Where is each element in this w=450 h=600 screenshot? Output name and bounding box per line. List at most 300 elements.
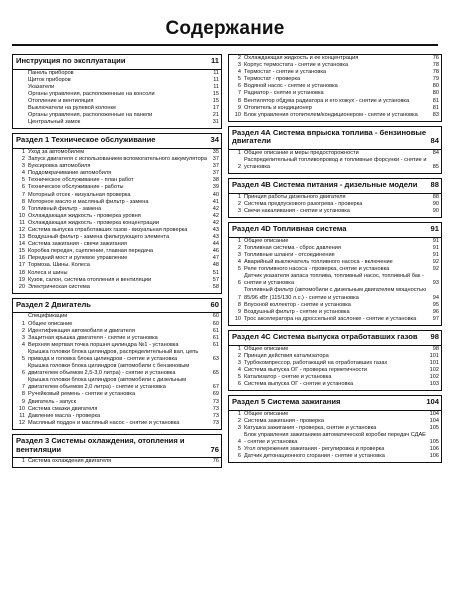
toc-entry — [229, 194, 441, 201]
entry-page: 104 — [429, 417, 439, 424]
entry-text: Крышка головки блока цилиндров (автомобили с дизельным двигателем объемом 2,0 литра) - снятие и установка — [28, 377, 186, 391]
entry-text: Общее описание — [244, 410, 289, 417]
toc-entry — [13, 363, 221, 377]
entry-page: 43 — [212, 234, 219, 241]
entry-page: 61 — [212, 334, 219, 341]
toc-entry — [229, 273, 441, 287]
entry-text: Передний мост и рулевое управление — [28, 255, 128, 262]
entry-text: Органы управления, расположенные на панели — [28, 112, 153, 119]
entry-page: 90 — [432, 208, 439, 215]
section-page: 76 — [210, 444, 219, 454]
entry-text: Впускной коллектор - снятие и установка — [244, 301, 351, 308]
page-title: Содержание — [165, 18, 285, 39]
toc-entry — [229, 346, 441, 353]
section-page: 11 — [210, 56, 219, 65]
entry-number: 6 — [237, 83, 241, 90]
entry-text: Общее описание и меры предосторожности — [244, 150, 359, 157]
entry-text: Система зажигания - проверка — [244, 417, 324, 424]
entry-page: 105 — [429, 424, 439, 431]
toc-entry — [229, 201, 441, 208]
entry-text: Термостат - проверка — [244, 76, 301, 83]
entry-number: 5 — [21, 177, 25, 184]
entry-number: 4 — [21, 341, 25, 348]
toc-section — [228, 395, 442, 463]
entry-text: Идентификация автомобиля и двигателя — [28, 327, 135, 334]
entry-page: 44 — [212, 241, 219, 248]
entry-number: 2 — [237, 244, 241, 251]
entry-number: 7 — [237, 90, 241, 97]
entry-text: Щиток приборов — [28, 76, 71, 83]
entry-number: 3 — [237, 62, 241, 69]
entry-number: 4 — [237, 366, 241, 373]
toc-entry — [13, 77, 221, 84]
entry-number: 11 — [19, 219, 25, 226]
section-page: 91 — [430, 224, 439, 234]
entry-page: 91 — [432, 244, 439, 251]
entry-page: 102 — [429, 373, 439, 380]
entry-page: 76 — [212, 458, 219, 465]
entry-page: 61 — [212, 327, 219, 334]
entry-page: 81 — [432, 97, 439, 104]
toc-section — [228, 178, 442, 218]
toc-entry — [229, 316, 441, 323]
entry-number: 15 — [18, 248, 25, 255]
entry-page: 37 — [212, 170, 219, 177]
entry-text: Аварийный выключатель топливного насоса - включение — [244, 259, 393, 266]
toc-entry — [13, 98, 221, 105]
entry-text: Воздушный фильтр - снятие и установка — [244, 308, 350, 315]
toc-entry — [13, 342, 221, 349]
entry-number: 1 — [237, 237, 241, 244]
entry-number: 8 — [237, 301, 241, 308]
entry-text: Воздушный фильтр - замена фильтрующего элемента — [28, 234, 170, 241]
entry-text: Охлаждающая жидкость - проверка уровня — [28, 212, 141, 219]
entry-text: Ручейковый ремень - снятие и установка — [28, 391, 136, 398]
entry-text: Тормоза. Шины. Колеса — [28, 262, 90, 269]
entry-page: 15 — [212, 90, 219, 97]
entry-text: Кузов, салон, система отопления и вентиляции — [28, 276, 152, 283]
toc-entry — [229, 62, 441, 69]
entry-text: Отопитель и кондиционер — [244, 104, 312, 111]
toc-entry — [13, 328, 221, 335]
entry-number: 3 — [21, 163, 25, 170]
toc-section — [228, 54, 442, 122]
entry-text: Общее описание — [244, 345, 289, 352]
entry-text: Свечи накаливания - снятие и установка — [244, 208, 350, 215]
entry-number: 1 — [21, 458, 25, 465]
toc-entry — [229, 245, 441, 252]
entry-page: 73 — [212, 412, 219, 419]
entry-page: 84 — [432, 150, 439, 157]
entry-number: 6 — [237, 453, 241, 460]
entry-page: 60 — [212, 320, 219, 327]
toc-entry — [229, 157, 441, 171]
section-page: 60 — [210, 299, 219, 309]
toc-entry — [13, 220, 221, 227]
entry-page: 85 — [432, 164, 439, 171]
entry-text: Общее описание — [244, 237, 289, 244]
entry-text: Датчик детонационного сгорания - снятие и установка — [244, 453, 385, 460]
entry-text: Трос акселератора на дроссельной заслонке - снятие и установка — [244, 315, 417, 322]
entry-text: Блок управления зажиганием автоматической коробки передач СДАЕ - снятие и установка — [244, 431, 426, 446]
section-heading — [229, 331, 441, 346]
entry-page: 73 — [212, 405, 219, 412]
entry-page: 65 — [212, 370, 219, 377]
entry-number: 3 — [237, 208, 241, 215]
entry-text: Радиатор - снятие и установка — [244, 90, 324, 97]
entry-page: 105 — [429, 439, 439, 446]
entry-text: Топливная система - сброс давления — [244, 244, 341, 251]
toc-entry — [229, 208, 441, 215]
toc-entry — [13, 227, 221, 234]
entry-number: 1 — [21, 320, 25, 327]
toc-entry — [229, 238, 441, 245]
entry-text: Моторное масло и масляный фильтр - замена — [28, 198, 149, 205]
section-heading — [13, 435, 221, 458]
section-heading — [13, 299, 221, 314]
toc-entry — [229, 446, 441, 453]
entry-text: Крышка головки блока цилиндров (автомобили с бензиновым двигателем объемом 2,5-3,0 литра) - снятие и установка — [28, 363, 190, 377]
entry-number: 9 — [21, 398, 25, 405]
entry-text: Защитная крышка двигателя - снятие и установка — [28, 334, 158, 341]
section-page: 34 — [210, 135, 219, 145]
entry-number: 7 — [21, 191, 25, 198]
entry-page: 57 — [212, 276, 219, 283]
toc-entry — [13, 184, 221, 191]
toc-entry — [229, 112, 441, 119]
section-title: Раздел 4В Система питания - дизельные модели — [232, 180, 418, 190]
entry-text: Давление масла - проверка — [28, 412, 101, 419]
section-title: Раздел 3 Системы охлаждения, отопления и вентиляции — [16, 435, 185, 454]
toc-section — [228, 222, 442, 326]
entry-page: 17 — [212, 105, 219, 112]
entry-text: Органы управления, расположенные на консоли — [28, 90, 155, 97]
toc-entry — [229, 98, 441, 105]
toc-entry — [229, 90, 441, 97]
entry-number: 3 — [237, 251, 241, 258]
entry-number: 1 — [237, 193, 241, 200]
entry-page: 35 — [212, 148, 219, 155]
entry-text: Реле топливного насоса - проверка, снятие и установка — [244, 266, 390, 273]
entry-number: 1 — [21, 148, 25, 155]
entry-page: 88 — [432, 193, 439, 200]
toc-section — [12, 133, 222, 293]
toc-entry — [229, 381, 441, 388]
toc-entry — [229, 302, 441, 309]
toc-entry — [13, 321, 221, 328]
entry-text: Электрическая система — [28, 283, 90, 290]
entry-page: 80 — [432, 83, 439, 90]
toc-entry — [13, 241, 221, 248]
entry-page: 60 — [212, 313, 219, 320]
entry-text: Уход за автомобилем — [28, 148, 85, 155]
entry-text: Катушка зажигания - проверка, снятие и установка — [244, 424, 377, 431]
section-title: Раздел 2 Двигатель — [16, 299, 91, 309]
entry-number: 17 — [18, 262, 25, 269]
entry-text: Отопление и вентиляция — [28, 97, 94, 104]
title-rule — [12, 44, 438, 46]
entry-page: 61 — [212, 341, 219, 348]
toc-left-column — [12, 54, 222, 472]
entry-page: 101 — [429, 352, 439, 359]
entry-number: 6 — [21, 184, 25, 191]
entry-number: 9 — [21, 205, 25, 212]
entry-page: 48 — [212, 262, 219, 269]
entry-text: Система смазки двигателя — [28, 405, 98, 412]
entry-number: 5 — [237, 373, 241, 380]
entry-text: Панель приборов — [28, 69, 74, 76]
entry-page: 42 — [212, 212, 219, 219]
entry-page: 43 — [212, 226, 219, 233]
entry-page: 47 — [212, 255, 219, 262]
entry-number: 4 — [21, 170, 25, 177]
section-title: Раздел 1 Техническое обслуживание — [16, 135, 156, 145]
entry-number: 2 — [237, 417, 241, 424]
toc-entry — [13, 206, 221, 213]
entry-text: Колеса и шины — [28, 269, 68, 276]
toc-entry — [13, 91, 221, 98]
entry-text: Указатели — [28, 83, 55, 90]
entry-number: 2 — [237, 164, 241, 171]
entry-text: Охлаждающая жидкость и ее концентрация — [244, 55, 359, 61]
entry-text: Система предпускового разогрева - проверка — [244, 201, 363, 207]
entry-text: Запуск двигателя с использованием вспомогательного аккумулятора — [28, 156, 208, 163]
entry-page: 73 — [212, 398, 219, 405]
entry-page: 11 — [213, 76, 219, 83]
toc-entry — [13, 119, 221, 126]
entry-number: 2 — [21, 327, 25, 334]
toc-entry — [13, 399, 221, 406]
toc-entry — [13, 406, 221, 413]
entry-number: 18 — [18, 269, 25, 276]
toc-entry — [13, 234, 221, 241]
toc-entry — [13, 199, 221, 206]
entry-page: 31 — [212, 119, 219, 126]
section-title: Раздел 5 Система зажигания — [232, 397, 341, 407]
entry-page: 69 — [212, 391, 219, 398]
entry-text: Система выпуска ОГ - проверка герметичности — [244, 366, 368, 373]
entry-page: 93 — [432, 280, 439, 287]
toc-entry — [13, 377, 221, 391]
entry-text: Поддомкрачивание автомобиля — [28, 170, 112, 177]
entry-number: 13 — [18, 234, 25, 241]
entry-text: Вентилятор обдува радиатора и его кожух - снятие и установка — [244, 97, 410, 104]
entry-number: 8 — [237, 97, 241, 104]
toc-entry — [229, 432, 441, 446]
entry-page: 78 — [432, 62, 439, 69]
entry-page: 95 — [432, 301, 439, 308]
entry-page: 39 — [212, 184, 219, 191]
toc-entry — [229, 353, 441, 360]
entry-page: 102 — [429, 366, 439, 373]
toc-entry — [229, 83, 441, 90]
entry-number: 10 — [18, 405, 25, 412]
entry-page: 73 — [212, 419, 219, 426]
section-title: Раздел 4D Топливная система — [232, 224, 347, 234]
toc-entry — [13, 149, 221, 156]
entry-page: 91 — [432, 237, 439, 244]
toc-entry — [13, 420, 221, 427]
entry-number: 3 — [237, 359, 241, 366]
entry-text: Двигатель - запуск — [28, 398, 77, 405]
entry-page: 101 — [429, 359, 439, 366]
toc-entry — [229, 287, 441, 301]
entry-page: 63 — [212, 355, 219, 362]
toc-entry — [13, 413, 221, 420]
toc-entry — [13, 163, 221, 170]
section-heading — [13, 134, 221, 149]
toc-entry — [13, 105, 221, 112]
entry-page: 106 — [429, 446, 439, 453]
entry-number: 1 — [237, 150, 241, 157]
entry-number: 6 — [237, 280, 241, 287]
entry-text: Угол опережения зажигания - регулировка и проверка — [244, 446, 385, 453]
entry-page: 97 — [432, 315, 439, 322]
section-page: 84 — [430, 136, 439, 146]
entry-number: 6 — [21, 370, 25, 377]
entry-text: Общее описание — [28, 320, 73, 327]
entry-text: Катализатор - снятие и установка — [244, 373, 332, 380]
entry-number: 2 — [21, 156, 25, 163]
toc-section — [12, 54, 222, 129]
toc-entry — [229, 367, 441, 374]
toc-entry — [13, 391, 221, 398]
entry-number: 4 — [237, 439, 241, 446]
entry-text: Выключатели на рулевой колонке — [28, 105, 117, 112]
entry-page: 78 — [432, 69, 439, 76]
entry-text: Блок управления отопителем/кондиционером - снятие и установка — [244, 111, 418, 118]
section-page: 104 — [426, 397, 439, 407]
entry-number: 16 — [18, 255, 25, 262]
entry-text: Охлаждающая жидкость - проверка концентрации — [28, 219, 159, 226]
entry-page: 103 — [429, 380, 439, 387]
entry-page: 90 — [432, 201, 439, 207]
toc-entry — [13, 84, 221, 91]
entry-page: 38 — [212, 177, 219, 184]
toc-entry — [13, 284, 221, 291]
section-heading — [229, 223, 441, 238]
entry-number: 4 — [237, 259, 241, 266]
toc-entry — [13, 458, 221, 465]
entry-text: Масляный поддон и масляный насос - снятие и установка — [28, 419, 180, 426]
entry-number: 19 — [18, 276, 25, 283]
toc-entry — [13, 70, 221, 77]
section-heading — [229, 127, 441, 150]
entry-text: Спецификации — [28, 313, 68, 320]
entry-number: 7 — [21, 384, 25, 391]
entry-number: 3 — [21, 334, 25, 341]
section-page: 98 — [430, 331, 439, 341]
entry-text: Моторный отсек - визуальная проверка — [28, 191, 131, 198]
entry-text: Коробка передач, сцепление, главная передача — [28, 248, 153, 255]
toc-section — [228, 330, 442, 391]
toc-entry — [229, 453, 441, 460]
entry-page: 37 — [212, 156, 219, 163]
toc-entry — [229, 411, 441, 418]
entry-number: 4 — [237, 69, 241, 76]
toc-entry — [13, 177, 221, 184]
entry-text: Система охлаждения двигателя — [28, 458, 112, 465]
entry-text: Техническое обслуживание - работы — [28, 184, 124, 191]
entry-number: 2 — [237, 201, 241, 207]
section-title: Раздел 4А Система впрыска топлива - бензиновые двигатели — [232, 127, 427, 146]
entry-text: Верхняя мертвая точка поршня цилиндра №1 - установка — [28, 341, 179, 348]
toc-section — [12, 434, 222, 468]
entry-text: Техническое обслуживание - план работ — [28, 177, 134, 184]
entry-number: 5 — [237, 76, 241, 83]
entry-number: 1 — [237, 410, 241, 417]
entry-number: 8 — [21, 391, 25, 398]
entry-number: 10 — [234, 315, 241, 322]
entry-page: 83 — [432, 111, 439, 118]
entry-page: 51 — [212, 269, 219, 276]
entry-text: Термостат - снятие и установка — [244, 69, 327, 76]
toc-entry — [229, 360, 441, 367]
entry-text: Турбокомпрессор, работающий на отработавших газах — [244, 359, 388, 366]
entry-number: 8 — [21, 198, 25, 205]
entry-page: 92 — [432, 259, 439, 266]
entry-number: 10 — [234, 111, 241, 118]
toc-entry — [13, 335, 221, 342]
entry-text: Корпус термостата - снятие и установка — [244, 62, 349, 69]
entry-page: 106 — [429, 453, 439, 460]
entry-page: 98 — [432, 345, 439, 352]
toc-entry — [13, 313, 221, 320]
entry-number: 9 — [237, 308, 241, 315]
toc-entry — [229, 55, 441, 62]
entry-text: Буксировка автомобиля — [28, 163, 91, 170]
toc-entry — [13, 255, 221, 262]
section-title: Инструкция по эксплуатации — [16, 56, 126, 65]
entry-page: 76 — [432, 55, 439, 61]
toc-entry — [13, 192, 221, 199]
entry-text: Распределительный топливопровод и топливные форсунки - снятие и установка — [244, 157, 427, 171]
toc-entry — [229, 309, 441, 316]
entry-page: 94 — [432, 294, 439, 301]
entry-number: 5 — [21, 355, 25, 362]
entry-text: Крышка головки блока цилиндров, распределительный вал, цепь привода и головка блока цилиндров - снятие и установка — [28, 348, 199, 362]
toc-entry — [229, 252, 441, 259]
toc-entry — [229, 259, 441, 266]
entry-page: 91 — [432, 251, 439, 258]
toc-entry — [13, 156, 221, 163]
toc-right-column — [228, 54, 442, 467]
entry-page: 41 — [212, 198, 219, 205]
entry-page: 104 — [429, 410, 439, 417]
toc-section — [12, 298, 222, 430]
entry-page: 46 — [212, 248, 219, 255]
toc-entry — [13, 270, 221, 277]
entry-page: 81 — [432, 104, 439, 111]
entry-page: 11 — [213, 83, 219, 90]
entry-number: 12 — [18, 419, 25, 426]
entry-text: Система выпуска ОГ - снятие и установка — [244, 380, 354, 387]
entry-number: 6 — [237, 380, 241, 387]
entry-page: 67 — [212, 384, 219, 391]
entry-text: Топливный фильтр (автомобили с дизельным двигателем мощностью 85/96 кВт (115/130 л.с.) - снятие и установка — [244, 287, 427, 301]
entry-text: Центральный замок — [28, 119, 81, 126]
toc-entry — [13, 213, 221, 220]
toc-entry — [229, 69, 441, 76]
entry-page: 80 — [432, 90, 439, 97]
section-heading — [229, 179, 441, 194]
section-heading — [13, 55, 221, 70]
entry-text: Топливный фильтр - замена — [28, 205, 102, 212]
toc-entry — [13, 349, 221, 363]
entry-text: Принцип работы дизельного двигателя — [244, 193, 346, 200]
entry-page: 40 — [212, 191, 219, 198]
section-page: 88 — [430, 180, 439, 190]
